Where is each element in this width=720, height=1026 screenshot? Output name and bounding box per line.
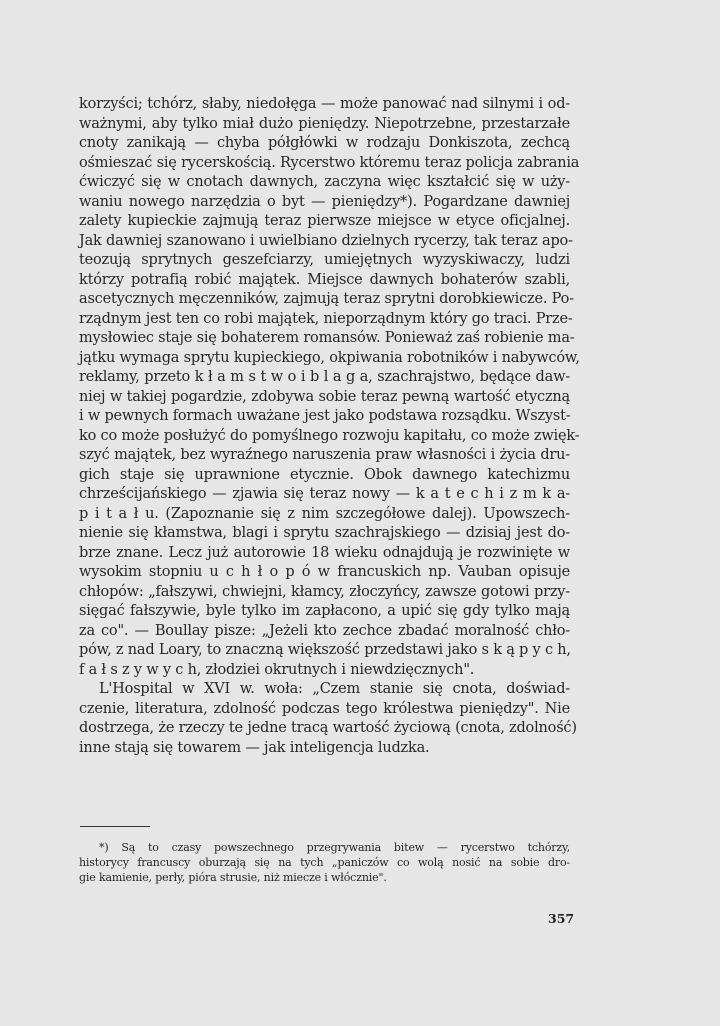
text-line: ćwiczyć się w cnotach dawnych, zaczyna więc kształcić się w uży-: [79, 174, 570, 190]
text-line: teozują sprytnych geszefciarzy, umiejętnych wyzyskiwaczy, ludzi: [79, 252, 570, 268]
body-text: [79, 95, 580, 758]
text-line: Jak dawniej szanowano i uwielbiano dzielnych rycerzy, tak teraz apo-: [79, 232, 573, 249]
text-line: brze znane. Lecz już autorowie 18 wieku odnajdują je rozwinięte w: [79, 544, 570, 561]
text-line: mysłowiec staje się bohaterem romansów. Ponieważ zaś robienie ma-: [79, 330, 575, 346]
text-line: szyć majątek, bez wyraźnego naruszenia praw własności i życia dru-: [79, 447, 570, 463]
text-line: chłopów: „fałszywi, chwiejni, kłamcy, złoczyńcy, zawsze gotowi przy-: [79, 583, 570, 600]
text-line: za co". — Boullay pisze: „Jeżeli kto zechce zbadać moralność chło-: [79, 622, 570, 639]
page-number: 357: [548, 911, 575, 926]
text-line: którzy potrafią robić majątek. Miejsce dawnych bohaterów szabli,: [79, 271, 570, 288]
footnote-line: *) Są to czasy powszechnego przegrywania bitew — rycerstwo tchórzy,: [99, 841, 570, 854]
footnote-divider: [80, 826, 150, 827]
footnote-line: historycy francuscy oburzają się na tych „paniczów co wolą nosić na sobie dro-: [79, 856, 570, 869]
text-line: rządnym jest ten co robi majątek, nieporządnym który go traci. Prze-: [79, 310, 573, 327]
text-line: L'Hospital w XVI w. woła: „Czem stanie się cnota, doświad-: [99, 681, 570, 697]
text-line: cnoty zanikają — chyba półgłówki w rodzaju Donkiszota, zechcą: [79, 135, 570, 151]
text-line: ko co może posłużyć do pomyślnego rozwoju kapitału, co może zwięk-: [79, 427, 580, 444]
text-line: chrześcijańskiego — zjawia się teraz nowy — k a t e c h i z m k a-: [79, 486, 570, 502]
text-line: inne stają się towarem — jak inteligencja ludzka.: [79, 739, 430, 756]
text-line: nienie się kłamstwa, blagi i sprytu szachrajskiego — dzisiaj jest do-: [79, 525, 570, 541]
text-line: ważnymi, aby tylko miał dużo pieniędzy. Niepotrzebne, przestarzałe: [79, 115, 570, 132]
text-line: dostrzega, że rzeczy te jedne tracą wartość życiową (cnota, zdolność): [79, 720, 577, 736]
text-line: wysokim stopniu u c h ł o p ó w francuskich np. Vauban opisuje: [79, 564, 570, 580]
footnote-line: gie kamienie, perły, pióra strusie, niż miecze i włócznie".: [79, 871, 387, 884]
text-line: p i t a ł u. (Zapoznanie się z nim szczegółowe dalej). Upowszech-: [79, 505, 570, 522]
text-line: sięgać fałszywie, byle tylko im zapłacono, a upić się gdy tylko mają: [79, 603, 570, 619]
text-line: pów, z nad Loary, to znaczną większość przedstawi jako s k ą p y c h,: [79, 642, 571, 658]
text-line: ośmieszać się rycerskością. Rycerstwo któremu teraz policja zabrania: [79, 154, 580, 171]
text-line: reklamy, przeto k ł a m s t w o i b l a g a, szachrajstwo, będące daw-: [79, 369, 570, 385]
text-line: zalety kupieckie zajmują teraz pierwsze miejsce w etyce oficjalnej.: [79, 213, 570, 229]
text-line: f a ł s z y w y c h, złodziei okrutnych i niewdzięcznych".: [79, 661, 475, 678]
text-line: i w pewnych formach uważane jest jako podstawa rozsądku. Wszyst-: [79, 408, 571, 424]
text-line: niej w takiej pogardzie, zdobywa sobie teraz pewną wartość etyczną: [79, 388, 570, 405]
footnote: [79, 840, 570, 885]
text-line: gich staje się uprawnione etycznie. Obok dawnego katechizmu: [79, 466, 570, 483]
text-line: korzyści; tchórz, słaby, niedołęga — może panować nad silnymi i od-: [79, 96, 570, 112]
text-line: czenie, literatura, zdolność podczas tego królestwa pieniędzy". Nie: [79, 700, 570, 717]
text-line: jątku wymaga sprytu kupieckiego, okpiwania robotników i nabywców,: [79, 349, 580, 366]
text-line: waniu nowego narzędzia o byt — pieniędzy*). Pogardzane dawniej: [79, 193, 570, 210]
text-line: ascetycznych męczenników, zajmują teraz sprytni dorobkiewicze. Po-: [79, 291, 574, 307]
